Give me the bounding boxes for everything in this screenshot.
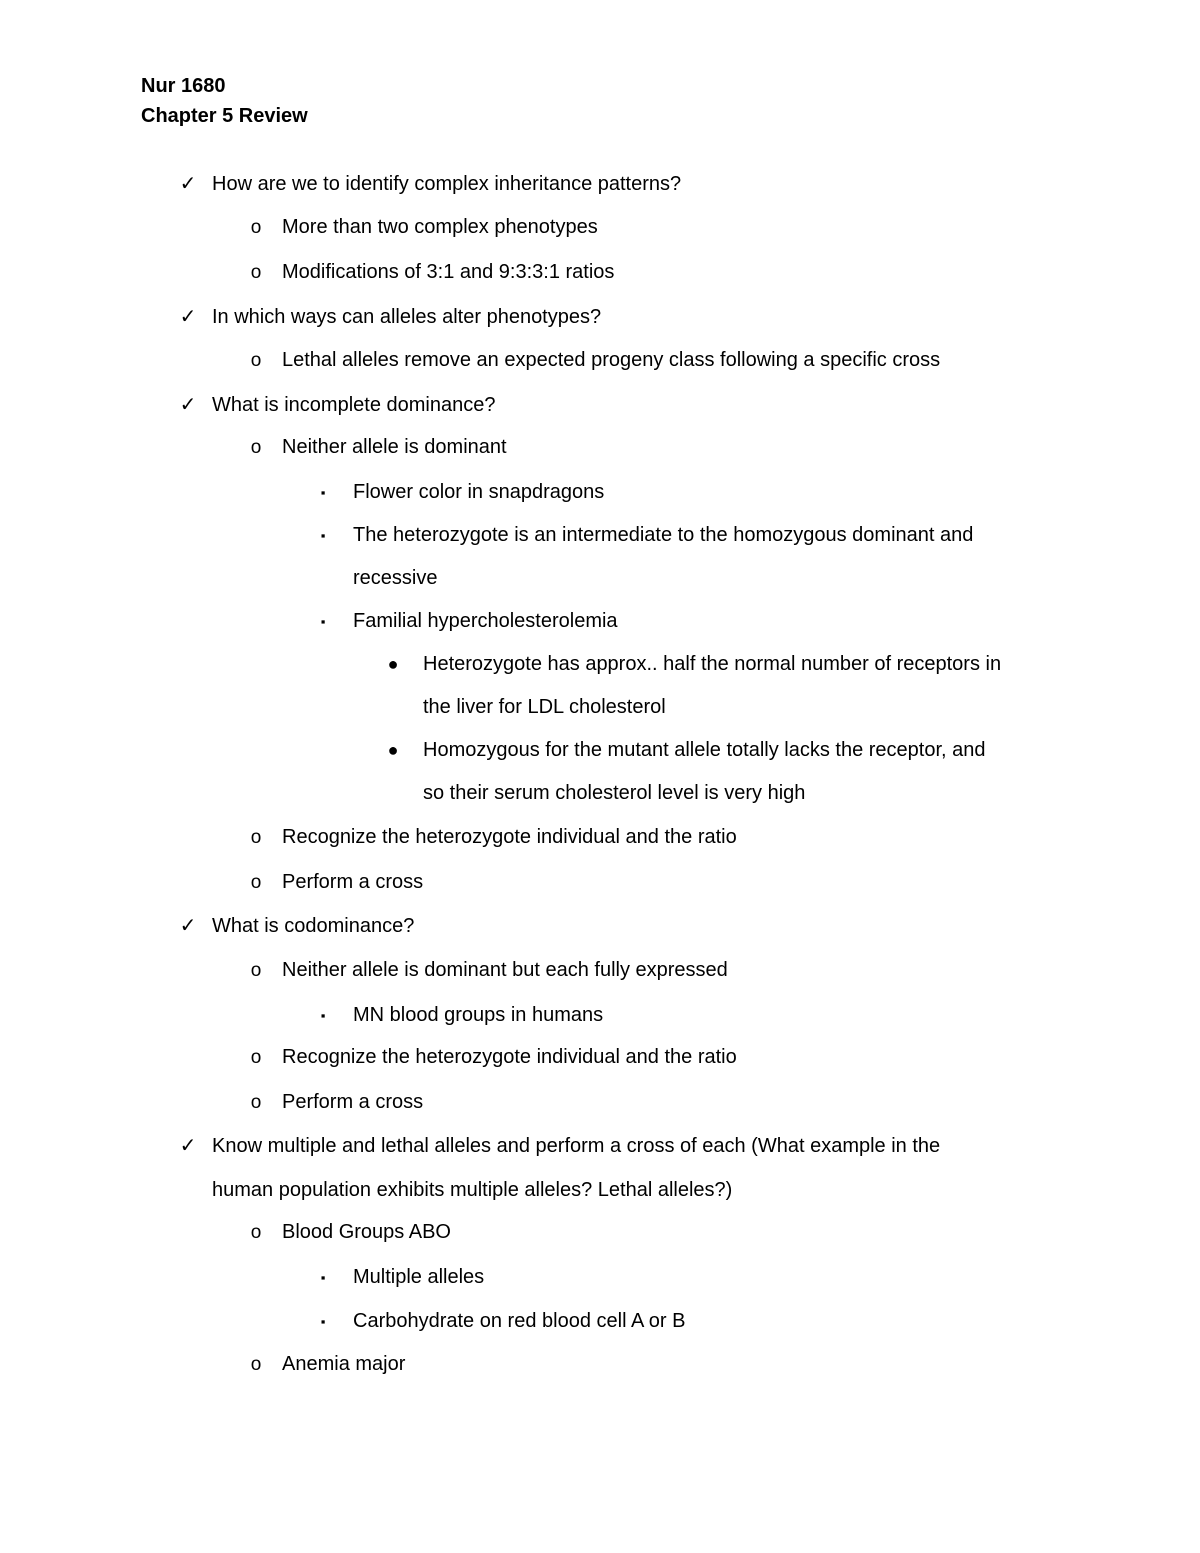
circle-bullet-icon: o (250, 872, 262, 893)
list-item-level-1: Know multiple and lethal alleles and perform a cross of each (What example in the (212, 1135, 941, 1157)
checkmark-icon: ✓ (179, 394, 197, 416)
list-item-level-3: The heterozygote is an intermediate to the homozygous dominant and (353, 524, 974, 546)
list-item-level-3: Flower color in snapdragons (353, 481, 605, 503)
checkmark-icon: ✓ (179, 915, 197, 937)
square-bullet-icon: ▪ (320, 614, 326, 629)
list-item-level-3: Carbohydrate on red blood cell A or B (353, 1310, 686, 1332)
square-bullet-icon: ▪ (320, 528, 326, 543)
circle-bullet-icon: o (250, 960, 262, 981)
circle-bullet-icon: o (250, 262, 262, 283)
circle-bullet-icon: o (250, 1222, 262, 1243)
list-item-continuation: human population exhibits multiple alleles? Lethal alleles?) (212, 1179, 733, 1201)
checkmark-icon: ✓ (179, 306, 197, 328)
list-item-level-2: Recognize the heterozygote individual and the ratio (282, 826, 737, 848)
square-bullet-icon: ▪ (320, 485, 326, 500)
list-item-level-1: In which ways can alleles alter phenotypes? (212, 306, 602, 328)
list-item-level-4: Heterozygote has approx.. half the normal number of receptors in (423, 653, 1002, 675)
circle-bullet-icon: o (250, 1354, 262, 1375)
list-item-level-1: What is incomplete dominance? (212, 394, 496, 416)
list-item-level-4: Homozygous for the mutant allele totally lacks the receptor, and (423, 739, 986, 761)
list-item-level-2: Neither allele is dominant (282, 436, 507, 458)
circle-bullet-icon: o (250, 217, 262, 238)
list-item-level-3: MN blood groups in humans (353, 1004, 604, 1026)
dot-bullet-icon: ● (387, 740, 399, 760)
list-item-level-2: Lethal alleles remove an expected progeny class following a specific cross (282, 349, 941, 371)
square-bullet-icon: ▪ (320, 1008, 326, 1023)
list-item-level-2: Recognize the heterozygote individual and the ratio (282, 1046, 737, 1068)
list-item-level-3: Multiple alleles (353, 1266, 485, 1288)
list-item-level-2: Perform a cross (282, 1091, 424, 1113)
list-item-level-2: Neither allele is dominant but each fully expressed (282, 959, 728, 981)
circle-bullet-icon: o (250, 1047, 262, 1068)
list-item-level-2: Modifications of 3:1 and 9:3:3:1 ratios (282, 261, 615, 283)
square-bullet-icon: ▪ (320, 1270, 326, 1285)
list-item-continuation: recessive (353, 567, 438, 589)
list-item-level-1: What is codominance? (212, 915, 415, 937)
dot-bullet-icon: ● (387, 654, 399, 674)
list-item-level-2: More than two complex phenotypes (282, 216, 598, 238)
list-item-level-2: Anemia major (282, 1353, 406, 1375)
square-bullet-icon: ▪ (320, 1314, 326, 1329)
list-item-level-3: Familial hypercholesterolemia (353, 610, 618, 632)
list-item-level-2: Blood Groups ABO (282, 1221, 451, 1243)
page-title: Chapter 5 Review (141, 105, 308, 127)
checkmark-icon: ✓ (179, 173, 197, 195)
circle-bullet-icon: o (250, 1092, 262, 1113)
course-code: Nur 1680 (141, 75, 226, 97)
list-item-continuation: the liver for LDL cholesterol (423, 696, 666, 718)
circle-bullet-icon: o (250, 350, 262, 371)
list-item-level-2: Perform a cross (282, 871, 424, 893)
list-item-continuation: so their serum cholesterol level is very high (423, 782, 806, 804)
circle-bullet-icon: o (250, 437, 262, 458)
list-item-level-1: How are we to identify complex inheritance patterns? (212, 173, 682, 195)
circle-bullet-icon: o (250, 827, 262, 848)
checkmark-icon: ✓ (179, 1135, 197, 1157)
